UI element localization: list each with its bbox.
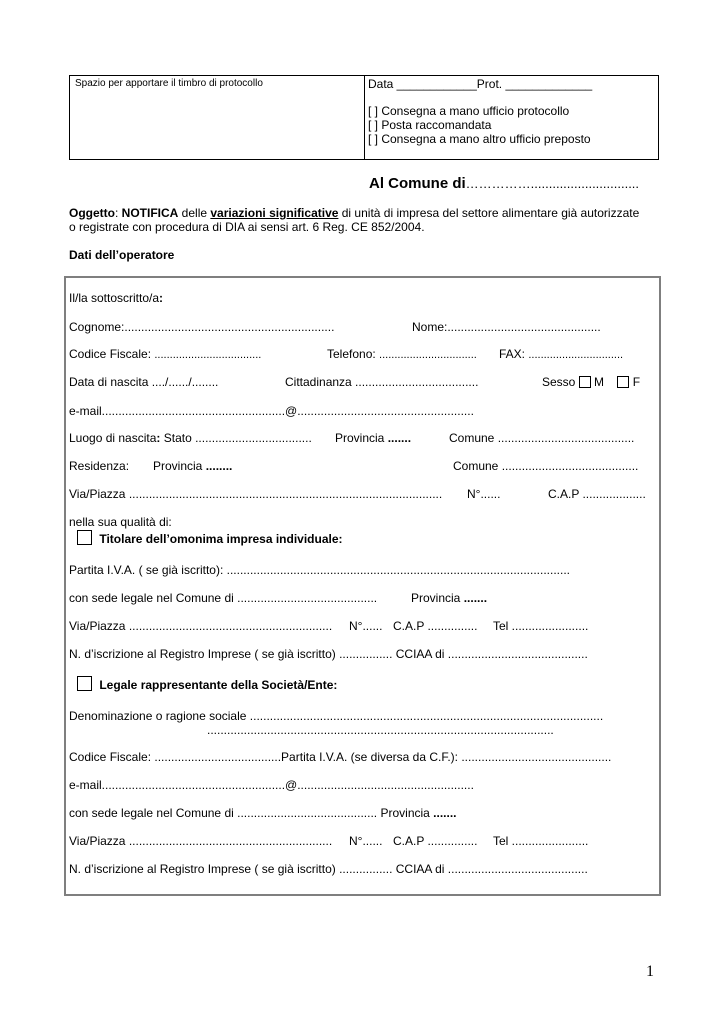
- codice-fiscale-field[interactable]: Codice Fiscale: ...................................: [69, 347, 262, 361]
- protocol-box: [69, 75, 659, 160]
- qualita-label: nella sua qualità di:: [69, 515, 172, 529]
- cap-field[interactable]: C.A.P ...................: [548, 487, 646, 501]
- fax-field[interactable]: FAX: ...............................: [499, 347, 624, 361]
- legale-option[interactable]: [77, 676, 337, 692]
- stamp-space-label: Spazio per apportare il timbro di protocollo: [75, 78, 263, 89]
- legale-checkbox[interactable]: [77, 676, 92, 691]
- residenza-comune-field[interactable]: Comune .........................................: [453, 459, 639, 473]
- numero-civico-field[interactable]: N°......: [467, 487, 501, 501]
- delivery-option-mail[interactable]: [ ] Posta raccomandata: [368, 118, 492, 132]
- comune-label: Al Comune di: [369, 175, 466, 192]
- luogo-nascita-field[interactable]: Luogo di nascita: Stato ...................................: [69, 431, 312, 445]
- cap-societa-field[interactable]: C.A.P ...............: [393, 834, 478, 848]
- protocol-data-line[interactable]: Data ____________Prot. _____________: [368, 77, 593, 91]
- comune-field[interactable]: ……………..............................: [465, 176, 640, 191]
- tel-societa-field[interactable]: Tel .......................: [493, 834, 589, 848]
- sottoscritto-label: Il/la sottoscritto/a:: [69, 291, 164, 305]
- sede-legale-provincia-field[interactable]: Provincia .......: [411, 591, 488, 605]
- residenza-provincia-field[interactable]: Provincia ........: [153, 459, 233, 473]
- numero-societa-field[interactable]: N°......: [349, 834, 383, 848]
- titolare-title: Titolare dell’omonima impresa individuale:: [99, 532, 343, 546]
- denominazione-field[interactable]: Denominazione o ragione sociale ..........................................................................................................: [69, 709, 604, 723]
- titolare-checkbox[interactable]: [77, 530, 92, 545]
- registro-imprese-societa-field[interactable]: N. d’iscrizione al Registro Imprese ( se già iscritto) ................ CCIAA di ..........................................: [69, 862, 588, 876]
- cognome-field[interactable]: Cognome:...............................................................: [69, 320, 335, 334]
- sesso-m-checkbox[interactable]: [579, 376, 591, 388]
- oggetto-label: Oggetto: [69, 206, 115, 220]
- comune-heading: [369, 175, 639, 192]
- legale-title: Legale rappresentante della Società/Ente:: [99, 678, 338, 692]
- delivery-option-other-office[interactable]: [ ] Consegna a mano altro ufficio preposto: [368, 132, 591, 146]
- partita-iva-field[interactable]: Partita I.V.A. ( se già iscritto): .......................................................................................................: [69, 563, 571, 577]
- denominazione-field-line2[interactable]: ........................................................................................................: [207, 723, 554, 737]
- email-field[interactable]: e-mail.......................................................@.....................................................: [69, 404, 474, 418]
- protocol-divider: [364, 76, 365, 159]
- operator-data-box: [64, 276, 661, 896]
- variazioni-label: variazioni significative: [210, 206, 339, 220]
- via-piazza-societa-field[interactable]: Via/Piazza .............................................................: [69, 834, 333, 848]
- numero-impresa-field[interactable]: N°......: [349, 619, 383, 633]
- delivery-option-hand[interactable]: [ ] Consegna a mano ufficio protocollo: [368, 104, 570, 118]
- registro-imprese-field[interactable]: N. d’iscrizione al Registro Imprese ( se già iscritto) ................ CCIAA di ..........................................: [69, 647, 588, 661]
- provincia-nascita-field[interactable]: Provincia .......: [335, 431, 412, 445]
- notifica-label: NOTIFICA: [121, 206, 179, 220]
- sede-legale-comune-field[interactable]: con sede legale nel Comune di ..........................................: [69, 591, 378, 605]
- comune-nascita-field[interactable]: Comune .........................................: [449, 431, 635, 445]
- cittadinanza-field[interactable]: Cittadinanza .....................................: [285, 375, 479, 389]
- codice-fiscale-societa-field[interactable]: Codice Fiscale: ......................................Partita I.V.A. (se diversa da C.F.): .............................................: [69, 750, 612, 764]
- oggetto-line-1: Oggetto: NOTIFICA delle variazioni significative di unità di impresa del settore alimentare già autorizzate: [69, 206, 640, 220]
- page-number: 1: [646, 963, 654, 980]
- sesso-f-checkbox[interactable]: [617, 376, 629, 388]
- oggetto-line-2: o registrate con procedura di DIA ai sensi art. 6 Reg. CE 852/2004.: [69, 220, 425, 234]
- titolare-option[interactable]: [77, 530, 343, 546]
- sede-legale-societa-field[interactable]: con sede legale nel Comune di .......................................... Provincia .......: [69, 806, 457, 820]
- data-nascita-field[interactable]: Data di nascita ..../....../........: [69, 375, 219, 389]
- via-piazza-impresa-field[interactable]: Via/Piazza .............................................................: [69, 619, 333, 633]
- residenza-label: Residenza:: [69, 459, 130, 473]
- section-title: Dati dell’operatore: [69, 248, 175, 262]
- cap-impresa-field[interactable]: C.A.P ...............: [393, 619, 478, 633]
- via-piazza-field[interactable]: Via/Piazza ..............................................................................................: [69, 487, 443, 501]
- sesso-field: Sesso M F: [542, 375, 641, 389]
- nome-field[interactable]: Nome:..............................................: [412, 320, 601, 334]
- tel-impresa-field[interactable]: Tel .......................: [493, 619, 589, 633]
- telefono-field[interactable]: Telefono: ................................: [327, 347, 477, 361]
- email-societa-field[interactable]: e-mail.......................................................@.....................................................: [69, 778, 474, 792]
